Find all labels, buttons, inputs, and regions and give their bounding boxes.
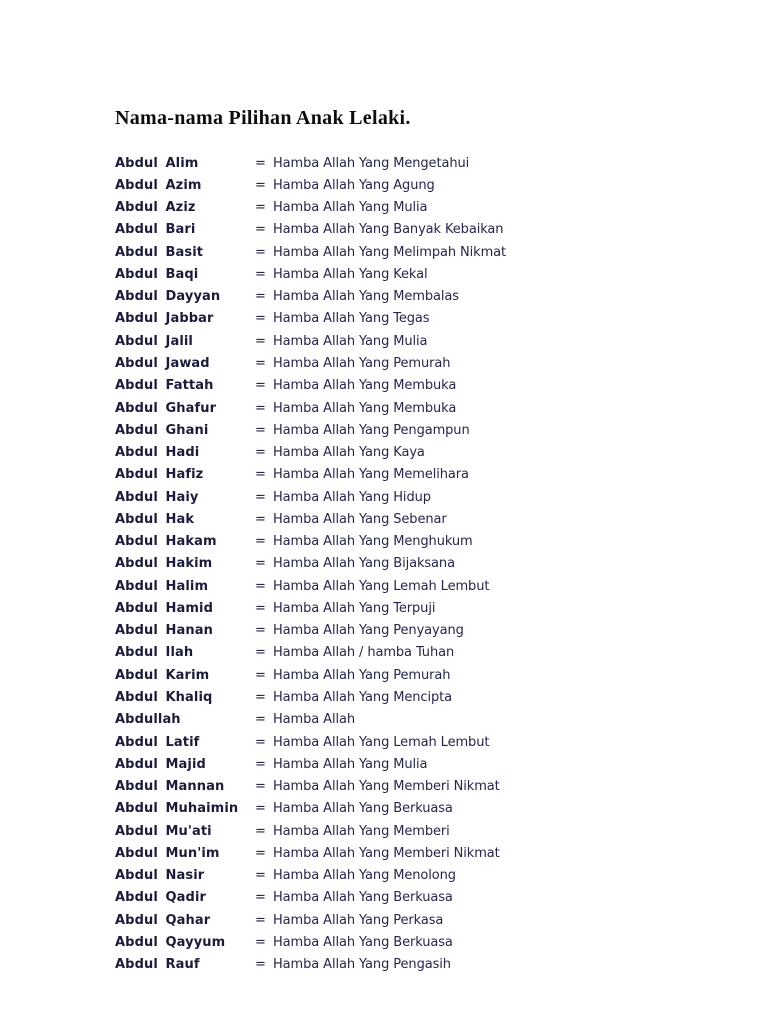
name-row xyxy=(115,664,675,686)
name-cell: Abdul Ghani xyxy=(115,422,209,438)
name-cell: Abdul Aziz xyxy=(115,200,196,216)
name-cell: Abdul Hakam xyxy=(115,534,217,550)
meaning-cell: Hamba Allah Yang Lemah Lembut xyxy=(273,734,490,750)
meaning-cell: Hamba Allah Yang Mengetahui xyxy=(273,155,470,171)
equals-sign: = xyxy=(255,266,266,282)
name-cell: Abdul Qahar xyxy=(115,912,211,928)
equals-sign: = xyxy=(255,957,266,973)
name-row xyxy=(115,575,675,597)
equals-sign: = xyxy=(255,155,266,171)
equals-sign: = xyxy=(255,756,266,772)
meaning-cell: Hamba Allah Yang Mencipta xyxy=(273,690,452,705)
name-cell: Abdul Majid xyxy=(115,756,206,772)
name-cell: Abdul Hafiz xyxy=(115,467,204,483)
equals-sign: = xyxy=(255,934,266,950)
equals-sign: = xyxy=(255,356,266,372)
name-cell: Abdul Ilah xyxy=(115,645,194,661)
equals-sign: = xyxy=(255,578,266,594)
name-cell: Abdul Dayyan xyxy=(115,289,221,305)
equals-sign: = xyxy=(255,467,266,483)
name-row xyxy=(115,620,675,642)
meaning-cell: Hamba Allah Yang Mulia xyxy=(273,333,428,349)
meaning-cell: Hamba Allah Yang Kekal xyxy=(273,266,428,282)
name-cell: Abdul Jalil xyxy=(115,333,193,349)
equals-sign: = xyxy=(255,222,266,238)
equals-sign: = xyxy=(255,333,266,349)
name-row xyxy=(115,441,675,463)
meaning-cell: Hamba Allah Yang Melimpah Nikmat xyxy=(273,244,507,260)
name-row xyxy=(115,775,675,797)
equals-sign: = xyxy=(255,556,266,572)
name-cell: Abdul Hamid xyxy=(115,600,213,616)
name-row xyxy=(115,865,675,887)
equals-sign: = xyxy=(255,779,266,795)
equals-sign: = xyxy=(255,177,266,193)
name-row xyxy=(115,798,675,820)
equals-sign: = xyxy=(255,600,266,616)
meaning-cell: Hamba Allah Yang Membalas xyxy=(273,289,459,305)
name-cell: Abdul Azim xyxy=(115,177,202,193)
name-row xyxy=(115,508,675,530)
meaning-cell: Hamba Allah Yang Memelihara xyxy=(273,467,469,483)
name-row xyxy=(115,352,675,374)
equals-sign: = xyxy=(255,511,266,527)
equals-sign: = xyxy=(255,667,266,683)
name-list xyxy=(115,152,675,976)
meaning-cell: Hamba Allah Yang Memberi xyxy=(273,823,450,839)
name-row xyxy=(115,597,675,619)
meaning-cell: Hamba Allah Yang Menghukum xyxy=(273,534,473,550)
name-cell: Abdul Jabbar xyxy=(115,311,214,327)
name-cell: Abdul Karim xyxy=(115,667,210,683)
equals-sign: = xyxy=(255,489,266,505)
name-cell: Abdul Latif xyxy=(115,734,200,750)
equals-sign: = xyxy=(255,912,266,928)
meaning-cell: Hamba Allah Yang Membuka xyxy=(273,400,457,416)
name-row xyxy=(115,241,675,263)
meaning-cell: Hamba Allah Yang Membuka xyxy=(273,378,457,394)
meaning-cell: Hamba Allah Yang Hidup xyxy=(273,489,431,505)
equals-sign: = xyxy=(255,690,266,705)
equals-sign: = xyxy=(255,311,266,327)
name-cell: Abdul Qadir xyxy=(115,890,207,906)
name-row xyxy=(115,820,675,842)
name-cell: Abdul Rauf xyxy=(115,957,200,973)
meaning-cell: Hamba Allah Yang Berkuasa xyxy=(273,801,453,817)
meaning-cell: Hamba Allah Yang Memberi Nikmat xyxy=(273,779,500,795)
equals-sign: = xyxy=(255,289,266,305)
meaning-cell: Hamba Allah Yang Pemurah xyxy=(273,356,451,372)
name-row xyxy=(115,887,675,909)
name-cell: Abdul Halim xyxy=(115,578,209,594)
name-cell: Abdul Mun'im xyxy=(115,845,220,861)
meaning-cell: Hamba Allah Yang Kaya xyxy=(273,445,425,461)
equals-sign: = xyxy=(255,868,266,884)
page-title: Nama-nama Pilihan Anak Lelaki. xyxy=(115,107,411,129)
meaning-cell: Hamba Allah Yang Bijaksana xyxy=(273,556,455,572)
name-row xyxy=(115,375,675,397)
equals-sign: = xyxy=(255,712,266,728)
name-cell: Abdul Mu'ati xyxy=(115,823,212,839)
meaning-cell: Hamba Allah Yang Menolong xyxy=(273,868,456,884)
equals-sign: = xyxy=(255,623,266,639)
meaning-cell: Hamba Allah Yang Terpuji xyxy=(273,600,436,616)
name-cell: Abdul Muhaimin xyxy=(115,801,239,817)
name-cell: Abdul Hanan xyxy=(115,623,213,639)
meaning-cell: Hamba Allah Yang Berkuasa xyxy=(273,890,453,906)
name-row xyxy=(115,642,675,664)
name-cell: Abdullah xyxy=(115,712,181,728)
name-cell: Abdul Basit xyxy=(115,244,204,260)
name-cell: Abdul Alim xyxy=(115,155,199,171)
name-row xyxy=(115,152,675,174)
name-row xyxy=(115,219,675,241)
meaning-cell: Hamba Allah Yang Lemah Lembut xyxy=(273,578,490,594)
name-row xyxy=(115,174,675,196)
name-row xyxy=(115,909,675,931)
meaning-cell: Hamba Allah Yang Banyak Kebaikan xyxy=(273,222,504,238)
name-row xyxy=(115,486,675,508)
meaning-cell: Hamba Allah Yang Perkasa xyxy=(273,912,444,928)
name-row xyxy=(115,931,675,953)
meaning-cell: Hamba Allah Yang Sebenar xyxy=(273,511,447,527)
name-row xyxy=(115,419,675,441)
name-cell: Abdul Baqi xyxy=(115,266,199,282)
name-cell: Abdul Haiy xyxy=(115,489,199,505)
equals-sign: = xyxy=(255,890,266,906)
name-cell: Abdul Nasir xyxy=(115,868,205,884)
name-cell: Abdul Bari xyxy=(115,222,196,238)
name-row xyxy=(115,954,675,976)
meaning-cell: Hamba Allah Yang Mulia xyxy=(273,200,428,216)
name-row xyxy=(115,842,675,864)
name-row xyxy=(115,753,675,775)
equals-sign: = xyxy=(255,445,266,461)
equals-sign: = xyxy=(255,422,266,438)
name-row xyxy=(115,553,675,575)
name-row xyxy=(115,731,675,753)
name-cell: Abdul Hadi xyxy=(115,445,200,461)
meaning-cell: Hamba Allah Yang Berkuasa xyxy=(273,934,453,950)
name-cell: Abdul Jawad xyxy=(115,356,210,372)
name-row xyxy=(115,709,675,731)
name-row xyxy=(115,330,675,352)
name-cell: Abdul Qayyum xyxy=(115,934,226,950)
name-cell: Abdul Khaliq xyxy=(115,690,213,705)
meaning-cell: Hamba Allah Yang Penyayang xyxy=(273,623,464,639)
meaning-cell: Hamba Allah Yang Memberi Nikmat xyxy=(273,845,500,861)
equals-sign: = xyxy=(255,645,266,661)
name-row xyxy=(115,308,675,330)
name-cell: Abdul Ghafur xyxy=(115,400,217,416)
equals-sign: = xyxy=(255,534,266,550)
meaning-cell: Hamba Allah / hamba Tuhan xyxy=(273,645,455,661)
meaning-cell: Hamba Allah Yang Pengampun xyxy=(273,422,470,438)
equals-sign: = xyxy=(255,845,266,861)
equals-sign: = xyxy=(255,400,266,416)
name-row xyxy=(115,286,675,308)
name-cell: Abdul Mannan xyxy=(115,779,225,795)
name-row xyxy=(115,197,675,219)
meaning-cell: Hamba Allah Yang Pengasih xyxy=(273,957,451,973)
name-cell: Abdul Fattah xyxy=(115,378,214,394)
meaning-cell: Hamba Allah Yang Tegas xyxy=(273,311,430,327)
meaning-cell: Hamba Allah Yang Agung xyxy=(273,177,435,193)
name-cell: Abdul Hak xyxy=(115,511,195,527)
meaning-cell: Hamba Allah Yang Mulia xyxy=(273,756,428,772)
equals-sign: = xyxy=(255,244,266,260)
name-row xyxy=(115,531,675,553)
name-row xyxy=(115,686,675,708)
equals-sign: = xyxy=(255,823,266,839)
equals-sign: = xyxy=(255,200,266,216)
name-row xyxy=(115,464,675,486)
equals-sign: = xyxy=(255,734,266,750)
equals-sign: = xyxy=(255,801,266,817)
meaning-cell: Hamba Allah Yang Pemurah xyxy=(273,667,451,683)
name-cell: Abdul Hakim xyxy=(115,556,213,572)
equals-sign: = xyxy=(255,378,266,394)
name-row xyxy=(115,397,675,419)
meaning-cell: Hamba Allah xyxy=(273,712,355,728)
name-row xyxy=(115,263,675,285)
